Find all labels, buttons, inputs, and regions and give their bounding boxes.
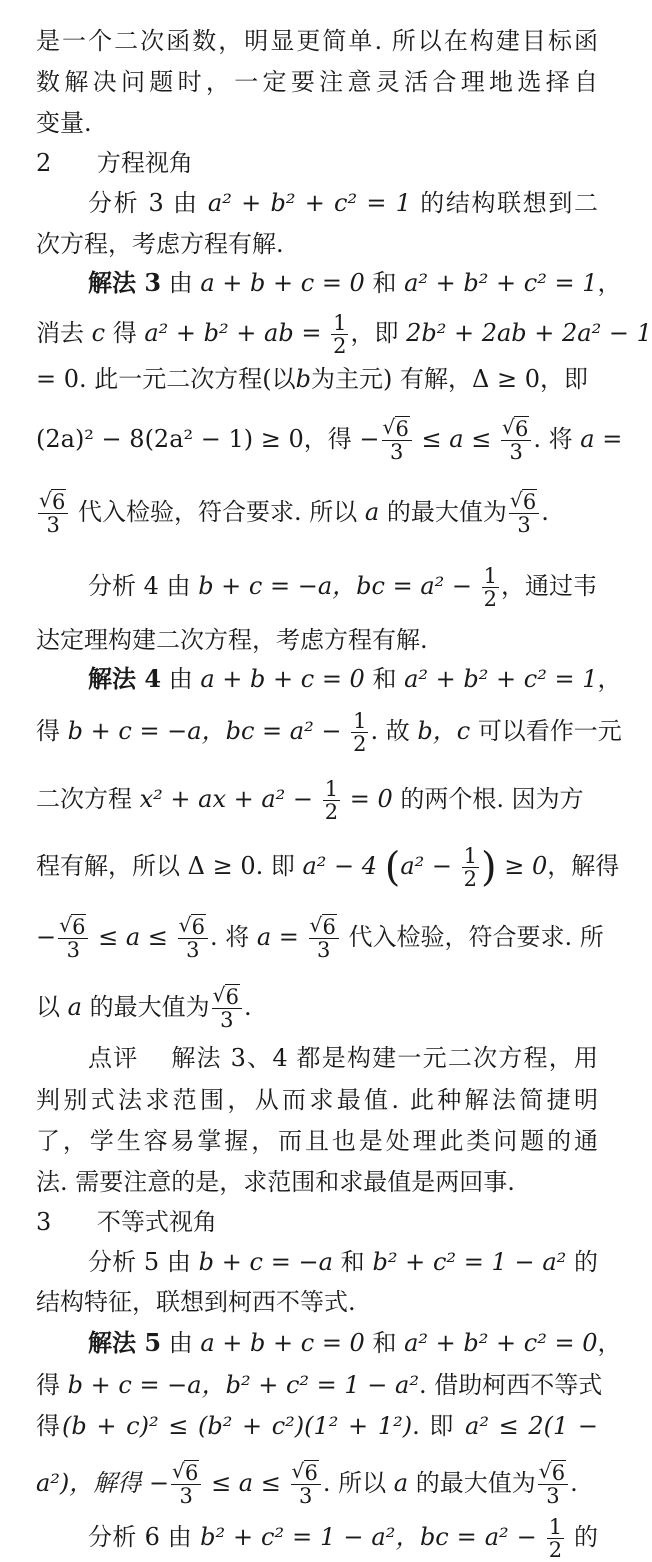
math-expr: a + b + c = 0 <box>200 269 365 297</box>
solution-5-line-2 <box>36 1370 603 1400</box>
solution-4-line-3 <box>36 778 598 823</box>
text: 解法 3、4 都是构建一元二次方程，用 <box>171 1044 599 1072</box>
math-expr: ≤ a ≤ <box>421 425 492 453</box>
text: 二次方程 <box>36 785 132 813</box>
sqrt-symbol <box>60 916 86 938</box>
sqrt-symbol <box>540 1462 566 1484</box>
math-var: a <box>67 993 82 1021</box>
fraction <box>351 710 368 755</box>
math-expr: b + c = −a，b² + c² = 1 − a² <box>67 1371 419 1399</box>
math-expr: a²)，解得 <box>36 1469 142 1497</box>
radicand: 6 <box>514 417 529 441</box>
denominator: 3 <box>390 440 404 464</box>
review-line-1 <box>88 1043 598 1073</box>
fraction-sqrt6-over-3 <box>212 986 242 1031</box>
fraction <box>547 1516 564 1561</box>
section-number: 2 <box>36 149 52 177</box>
radicand: 6 <box>395 417 409 441</box>
analysis-5-line-2: 结构特征，联想到柯西不等式. <box>36 1288 356 1316</box>
text: 由 <box>168 665 193 693</box>
fraction-sqrt6-over-3 <box>501 418 531 463</box>
left-paren: ( <box>384 844 401 891</box>
review-label: 点评 <box>88 1044 139 1072</box>
math-expr: x² + ax + a² − <box>139 785 314 813</box>
fraction-sqrt6-over-3 <box>58 916 88 961</box>
math-expr: a² + b² + c² = 1 <box>404 269 598 297</box>
solution-label: 解法 5 <box>88 1328 162 1357</box>
text: ，即 <box>350 319 399 347</box>
fraction-sqrt6-over-3 <box>291 1462 321 1507</box>
solution-label: 解法 4 <box>88 664 162 693</box>
text: 和 <box>340 1248 365 1276</box>
solution-3-line-1: 解法 3 由 a + b + c = 0 和 a² + b² + c² = 1， <box>88 268 622 297</box>
solution-5-line-3 <box>36 1411 598 1441</box>
text: 的两个根. 因为方 <box>400 785 584 813</box>
text: 和 <box>372 1329 397 1357</box>
text: . 将 <box>533 425 573 453</box>
text: 由 <box>168 269 193 297</box>
text: 以 <box>36 993 60 1021</box>
solution-label: 解法 3 <box>88 268 162 297</box>
text: . 所以 <box>322 1469 387 1497</box>
sqrt-symbol <box>511 491 537 513</box>
radicand: 6 <box>522 490 537 514</box>
text: . 借助柯西不等式 <box>418 1371 603 1399</box>
denominator: 3 <box>179 1484 193 1508</box>
fraction-sqrt6-over-3 <box>509 491 539 536</box>
denominator: 3 <box>546 1484 560 1508</box>
analysis-label: 分析 4 <box>88 572 159 600</box>
analysis-label: 分析 3 <box>88 189 164 217</box>
math-expr: ≥ 0 <box>504 852 548 880</box>
solution-4-line-4 <box>36 844 620 891</box>
analysis-label: 分析 6 <box>88 1523 160 1551</box>
text: 和 <box>372 665 397 693</box>
text: . 故 <box>370 717 410 745</box>
denominator: 3 <box>46 513 60 537</box>
text: 的最大值为 <box>89 993 210 1021</box>
text: 由 <box>166 572 191 600</box>
math-expr: a = <box>256 923 299 951</box>
solution-4-line-2 <box>36 709 622 756</box>
fraction-sqrt6-over-3 <box>38 491 68 536</box>
text: . 将 <box>209 923 250 951</box>
math-expr: = 0 <box>349 785 393 813</box>
math-expr: b + c = −a，bc = a² − <box>67 717 342 745</box>
text: = 0. 此一元二次方程(以 <box>36 365 296 393</box>
text: . 即 <box>412 1412 456 1440</box>
denominator: 3 <box>509 440 523 464</box>
minus-sign: − <box>148 1469 170 1497</box>
text: 代入检验，符合要求. 所 <box>348 923 604 951</box>
text: 消去 <box>36 319 84 347</box>
text: ，解得 <box>547 852 620 880</box>
section-heading <box>36 148 598 178</box>
denominator: 2 <box>333 334 347 358</box>
section-title: 方程视角 <box>96 149 193 177</box>
sqrt-symbol <box>180 916 206 938</box>
math-expr: a² − <box>400 852 452 880</box>
radicand: 6 <box>225 985 239 1009</box>
analysis-4-line-1 <box>88 565 598 610</box>
denominator: 3 <box>220 1008 234 1032</box>
review-line-2: 判别式法求范围，从而求最值. 此种解法简捷明 <box>36 1086 598 1114</box>
math-var: a <box>393 1469 409 1497</box>
math-expr: b² + c² = 1 − a²，bc = a² − <box>200 1523 537 1551</box>
solution-3-line-2 <box>36 311 652 358</box>
math-expr: a² ≤ 2(1 − <box>465 1412 599 1440</box>
solution-3-line-5: √ $\frac{6}{3}$ 代入检验，符合要求. 所以 a 的最大值为 √ $\frac{6}{3}$ . <box>36 491 598 536</box>
solution-5-line-1: 解法 5 由 a + b + c = 0 和 a² + b² + c² = 0， <box>88 1328 622 1357</box>
math-expr: a² + b² + c² = 1 <box>207 189 411 217</box>
denominator: 3 <box>186 938 200 962</box>
math-expr: a² + b² + c² = 0 <box>404 1329 598 1357</box>
denominator: 2 <box>483 587 497 611</box>
fraction <box>323 778 340 823</box>
sqrt-symbol <box>384 418 410 440</box>
denominator: 3 <box>299 1484 313 1508</box>
math-expr: ≤ a ≤ <box>211 1469 281 1497</box>
math-expr: a = <box>580 425 623 453</box>
math-var: b <box>295 365 312 393</box>
text: 由 <box>167 1523 193 1551</box>
radicand: 6 <box>185 1461 199 1485</box>
numerator: 1 <box>548 1515 563 1539</box>
solution-3-line-3 <box>36 364 598 394</box>
text: 的 <box>574 1248 598 1276</box>
text: ，通过韦 <box>501 572 597 600</box>
math-expr: 2b² + 2ab + 2a² − 1 <box>406 319 652 347</box>
radicand: 6 <box>304 1461 318 1485</box>
math-expr: a + b + c = 0 <box>200 1329 365 1357</box>
math-expr: (b + c)² ≤ (b² + c²)(1² + 1²) <box>62 1412 413 1440</box>
denominator: 2 <box>548 1538 563 1562</box>
solution-4-line-5 <box>36 915 604 962</box>
math-expr: a + b + c = 0 <box>200 665 365 693</box>
text: 得 <box>112 319 137 347</box>
sqrt-symbol <box>173 1462 199 1484</box>
analysis-5-line-1 <box>88 1247 598 1277</box>
denominator: 3 <box>317 938 331 962</box>
sqrt-symbol <box>503 418 529 440</box>
math-expr: b，c <box>417 717 471 745</box>
denominator: 3 <box>66 938 80 962</box>
fraction-sqrt6-over-3 <box>382 418 412 463</box>
numerator: 1 <box>483 564 497 588</box>
text: 的 <box>574 1523 599 1551</box>
denominator: 2 <box>353 732 367 756</box>
text: 得 <box>36 717 60 745</box>
text: 为主元) 有解，Δ ≥ 0，即 <box>311 365 588 393</box>
solution-3-line-4 <box>36 417 623 464</box>
solution-4-line-6: 以 a 的最大值为 √ $\frac{6}{3}$ . <box>36 986 598 1031</box>
solution-5-line-4: a²)，解得 − √ $\frac{6}{3}$ ≤ a ≤ √ $\frac{6}{3}$ . 所以 a 的最大值为 √ $\frac{6}{3}$ . <box>36 1462 598 1507</box>
section-number: 3 <box>36 1208 52 1236</box>
text: 得 <box>36 1371 60 1399</box>
analysis-label: 分析 5 <box>88 1248 160 1276</box>
analysis-6-line-1 <box>88 1516 598 1561</box>
denominator: 2 <box>324 800 339 824</box>
math-expr: b + c = −a <box>198 1248 333 1276</box>
minus-sign: − <box>359 425 380 453</box>
text: 代入检验，符合要求. 所以 <box>78 498 358 526</box>
sqrt-symbol <box>311 916 337 938</box>
analysis-3-line-1 <box>88 188 598 218</box>
minus-sign: − <box>36 923 57 951</box>
text: 和 <box>372 269 397 297</box>
text: 的结构联想到二 <box>420 189 598 217</box>
text: 由 <box>168 1329 193 1357</box>
math-var: a <box>364 498 380 526</box>
numerator: 1 <box>463 844 478 868</box>
fraction-sqrt6-over-3 <box>538 1462 568 1507</box>
text-line: 是一个二次函数，明显更简单. 所以在构建目标函 <box>36 27 598 55</box>
fraction <box>462 845 479 890</box>
math-expr: a² + b² + c² = 1 <box>404 665 598 693</box>
text: 程有解，所以 Δ ≥ 0. 即 <box>36 852 295 880</box>
denominator: 3 <box>517 513 531 537</box>
math-expr: b² + c² = 1 − a² <box>372 1248 567 1276</box>
numerator: 1 <box>324 777 339 801</box>
text: (2a)² − 8(2a² − 1) ≥ 0，得 <box>36 425 352 453</box>
text: 可以看作一元 <box>477 717 622 745</box>
review-line-3: 了，学生容易掌握，而且也是处理此类问题的通 <box>36 1127 598 1155</box>
section-heading <box>36 1207 598 1237</box>
section-title: 不等式视角 <box>96 1208 217 1236</box>
radicand: 6 <box>72 915 86 939</box>
fraction-sqrt6-over-3 <box>178 916 208 961</box>
math-var: c <box>91 319 106 347</box>
numerator: 1 <box>353 709 367 733</box>
text: 的最大值为 <box>386 498 507 526</box>
text: 由 <box>166 1248 191 1276</box>
radicand: 6 <box>551 1461 566 1485</box>
text: 的最大值为 <box>415 1469 536 1497</box>
fraction-sqrt6-over-3 <box>309 916 339 961</box>
sqrt-symbol <box>293 1462 319 1484</box>
numerator: 1 <box>333 311 347 335</box>
radicand: 6 <box>52 490 66 514</box>
math-expr: ≤ a ≤ <box>98 923 168 951</box>
analysis-3-line-2: 次方程，考虑方程有解. <box>36 230 284 258</box>
radicand: 6 <box>191 915 205 939</box>
fraction-sqrt6-over-3 <box>171 1462 201 1507</box>
sqrt-symbol <box>40 491 66 513</box>
denominator: 2 <box>463 867 478 891</box>
text: 由 <box>173 189 199 217</box>
right-paren: ) <box>481 844 497 891</box>
sqrt-symbol <box>214 986 240 1008</box>
math-expr: a² + b² + ab = <box>144 319 322 347</box>
fraction <box>482 565 499 610</box>
analysis-4-line-2: 达定理构建二次方程，考虑方程有解. <box>36 626 428 654</box>
solution-4-line-1: 解法 4 由 a + b + c = 0 和 a² + b² + c² = 1， <box>88 664 622 693</box>
math-expr: b + c = −a，bc = a² − <box>198 572 472 600</box>
math-expr: a² − 4 <box>302 852 378 880</box>
fraction <box>331 312 348 357</box>
text: 得 <box>36 1412 63 1440</box>
text-line: 数解决问题时，一定要注意灵活合理地选择自 <box>36 68 598 96</box>
radicand: 6 <box>322 915 336 939</box>
review-line-4: 法. 需要注意的是，求范围和求最值是两回事. <box>36 1168 515 1196</box>
text-line: 变量. <box>36 109 92 137</box>
